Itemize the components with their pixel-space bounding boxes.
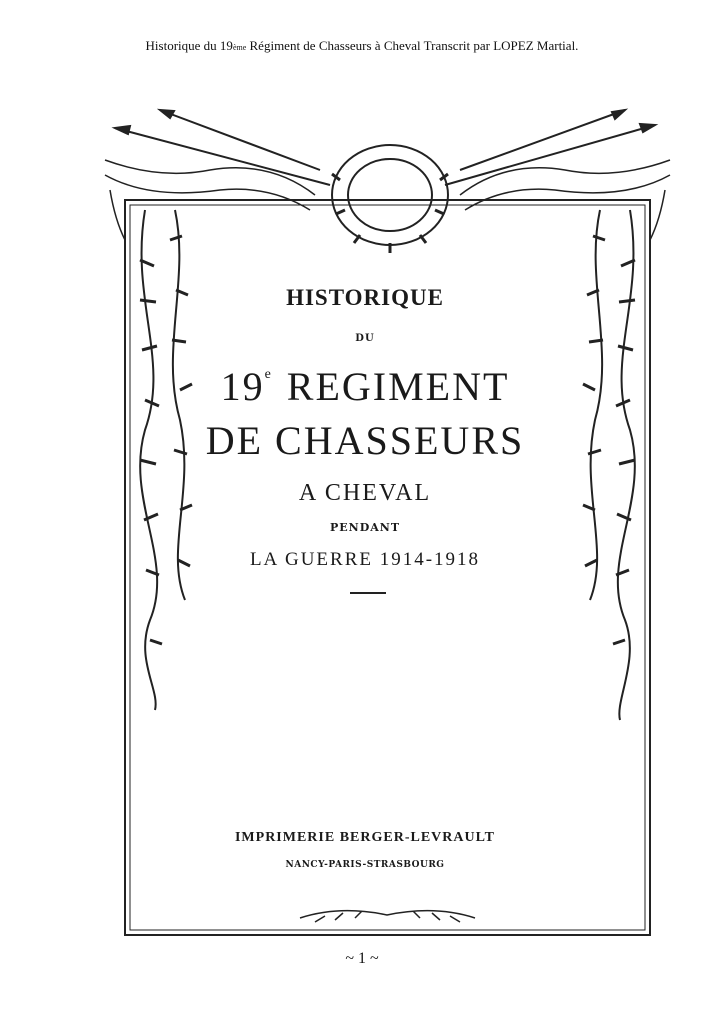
right-foliage-garland [583, 210, 635, 720]
header-suffix: Régiment de Chasseurs à Cheval Transcrit par LOPEZ Martial. [246, 38, 579, 53]
regiment-word: REGIMENT [286, 364, 510, 409]
header-prefix: Historique du 19 [145, 38, 233, 53]
title-page-plate [100, 100, 675, 940]
header-superscript: ème [232, 43, 247, 52]
bottom-ornament [300, 911, 475, 922]
title-pendant: PENDANT [329, 521, 401, 534]
ornamental-frame [100, 100, 675, 940]
printer-cities: NANCY-PARIS-STRASBOURG [285, 860, 445, 870]
title-historique: HISTORIQUE [286, 285, 444, 310]
printer-name: IMPRIMERIE BERGER-LEVRAULT [234, 830, 495, 845]
regiment-number-superscript: e [264, 367, 273, 382]
title-a-cheval: A CHEVAL [298, 480, 432, 506]
title-guerre: LA GUERRE 1914-1918 [249, 549, 481, 570]
page-number: ~ 1 ~ [345, 950, 379, 967]
title-de-chasseurs: DE CHASSEURS [205, 418, 525, 463]
title-du: DU [355, 333, 375, 344]
running-header [0, 38, 724, 54]
title-regiment [175, 363, 555, 410]
title-rule-divider [350, 592, 386, 594]
crossed-lances-icon [115, 110, 655, 185]
regiment-number: 19 [220, 364, 265, 409]
